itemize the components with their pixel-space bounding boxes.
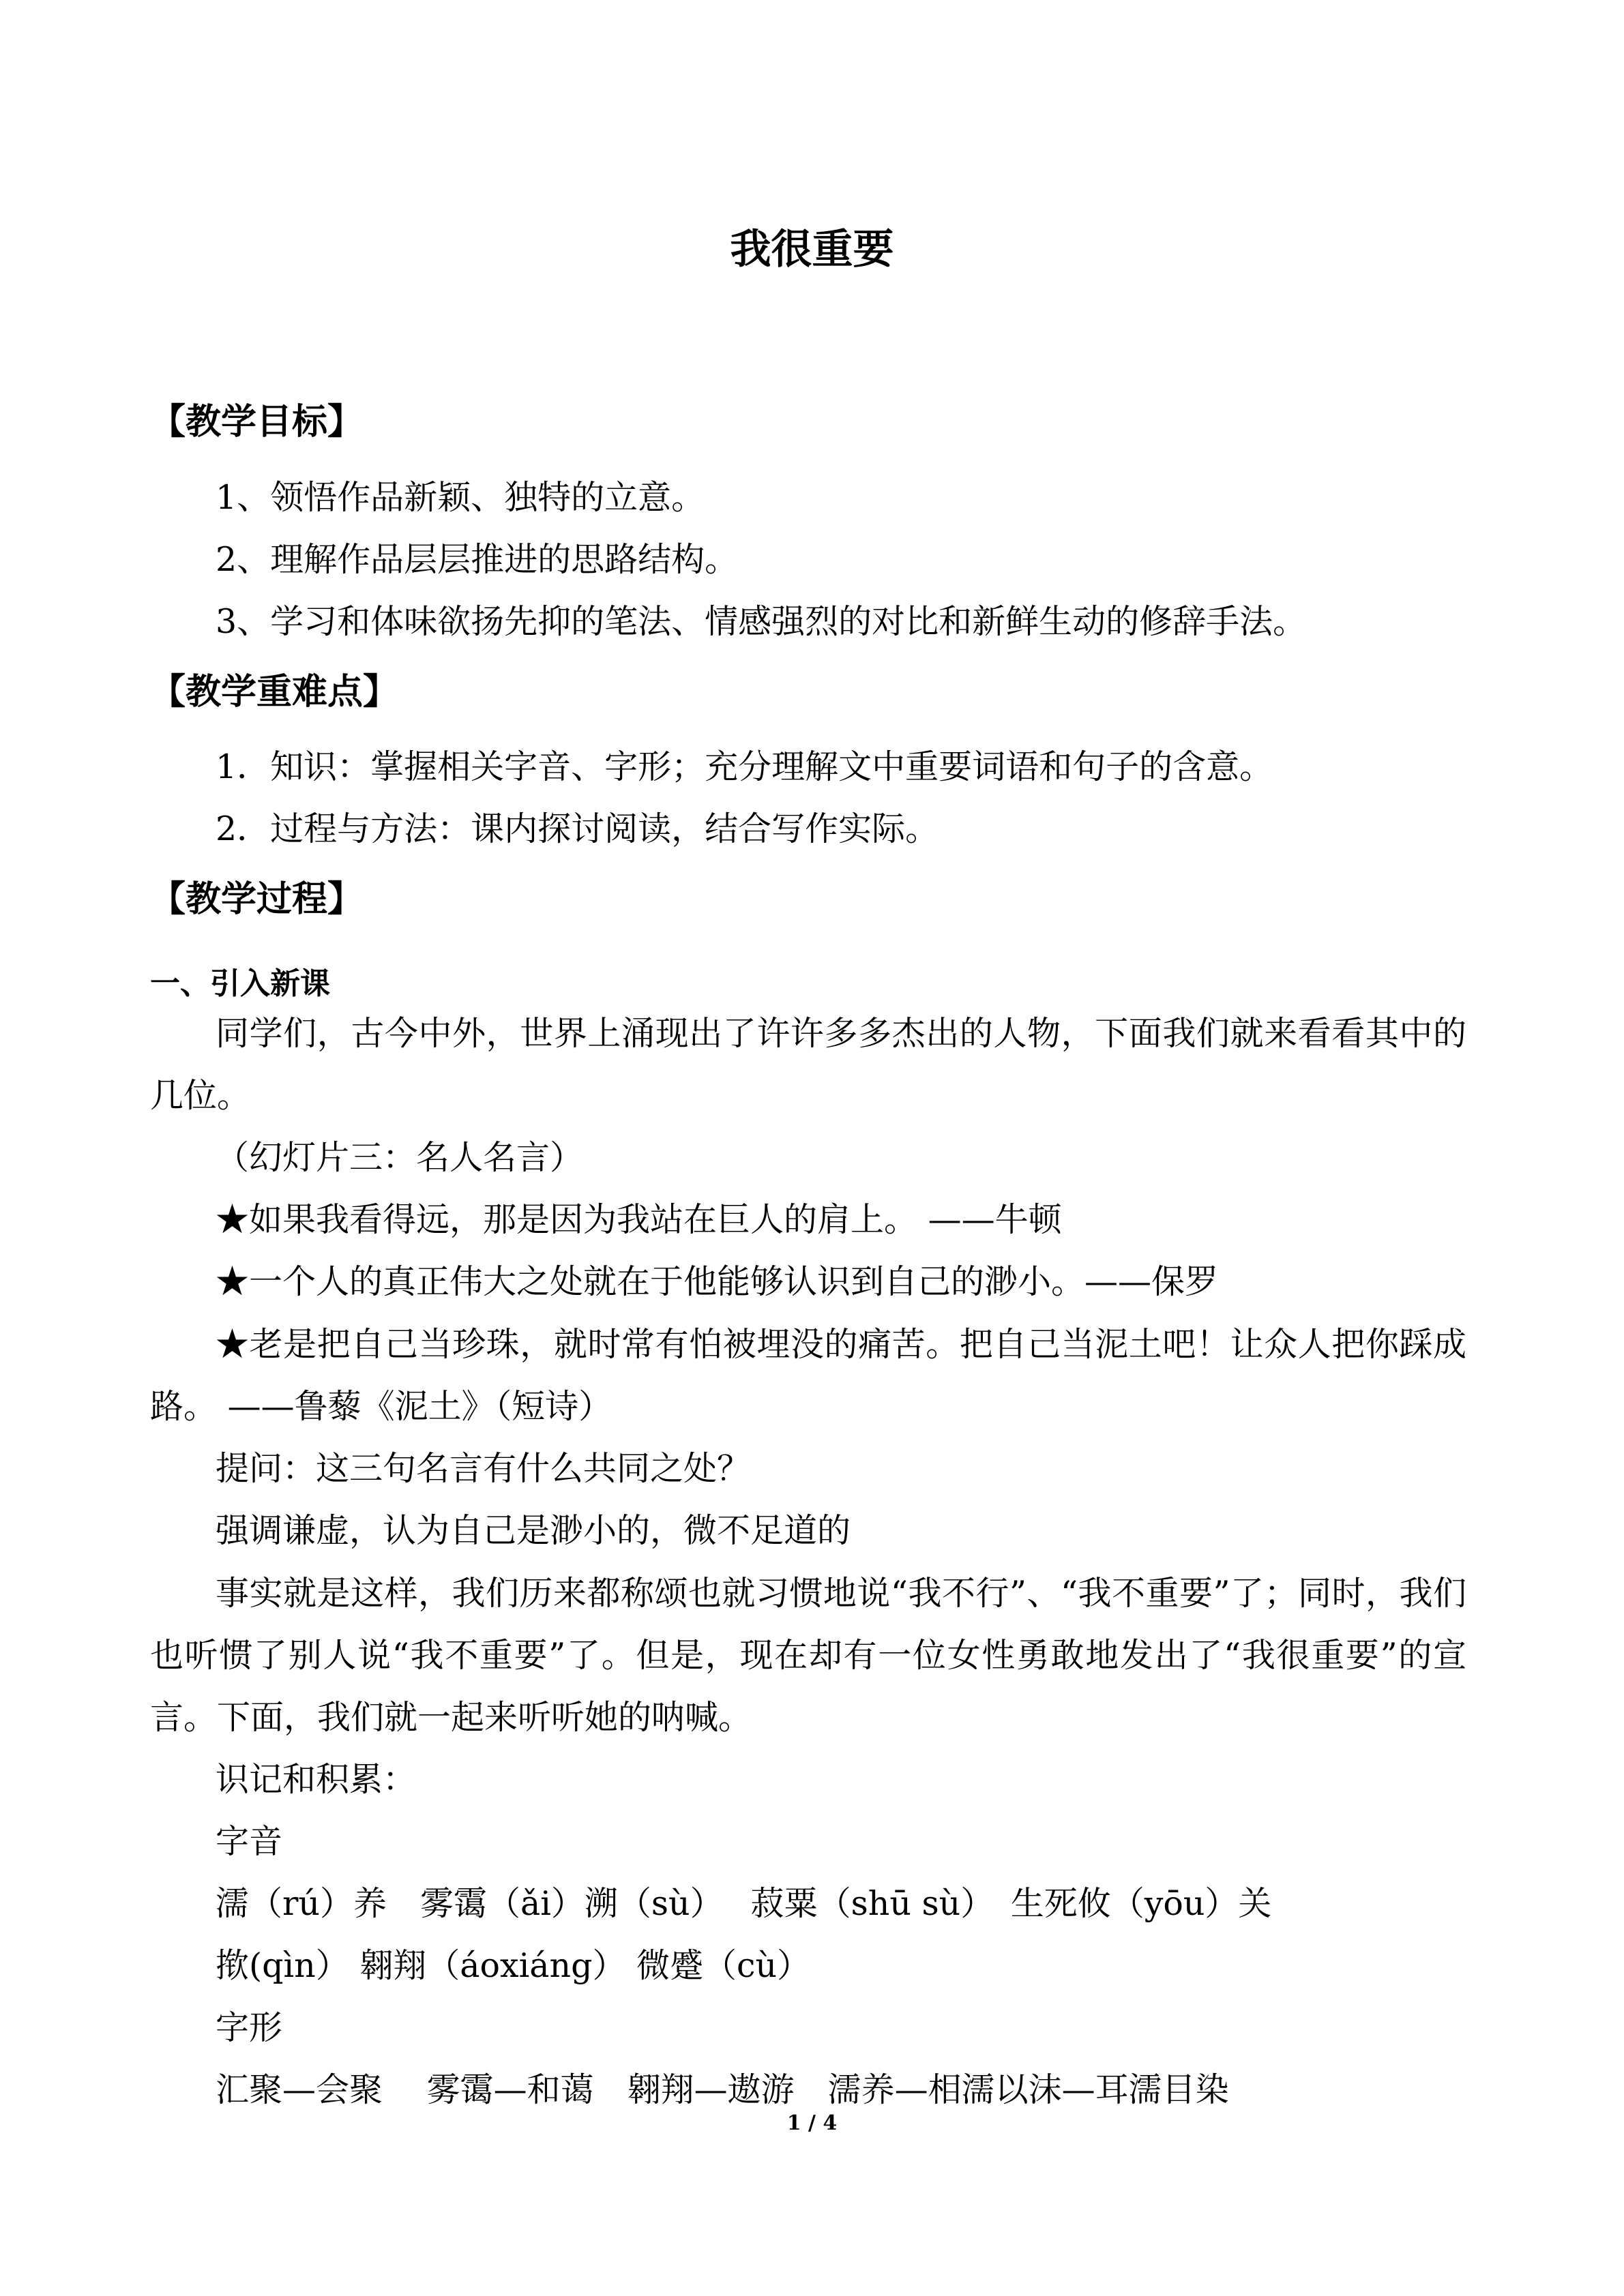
heading-key-points: 【教学重难点】 xyxy=(150,672,399,713)
form-label: 字形 xyxy=(216,2008,283,2047)
form-line: 汇聚—会聚 雾霭—和蔼 翱翔—遨游 濡养—相濡以沫—耳濡目染 xyxy=(216,2070,1229,2109)
paragraph-intro: 同学们，古今中外，世界上涌现出了许许多多杰出的人物，下面我们就来看看其中的几位。 xyxy=(150,1014,1466,1115)
keypoint-item: 1．知识：掌握相关字音、字形；充分理解文中重要词语和句子的含意。 xyxy=(216,747,1273,786)
quote-paul: ★一个人的真正伟大之处就在于他能够认识到自己的渺小。——保罗 xyxy=(216,1262,1219,1301)
page-number: 1 / 4 xyxy=(786,2111,838,2135)
goal-item: 1、领悟作品新颖、独特的立意。 xyxy=(216,478,705,517)
page-title: 我很重要 xyxy=(730,226,894,273)
part-heading-intro: 一、引入新课 xyxy=(150,966,330,1001)
pronunciation-label: 字音 xyxy=(216,1822,283,1861)
quote-lu-li: ★老是把自己当珍珠，就时常有怕被埋没的痛苦。把自己当泥土吧！让众人把你踩成路。 ——鲁藜《泥土》（短诗） xyxy=(150,1325,1466,1426)
paragraph-fact: 事实就是这样，我们历来都称颂也就习惯地说“我不行”、“我不重要”了；同时，我们也听惯了别人说“我不重要”了。但是，现在却有一位女性勇敢地发出了“我很重要”的宣言。下面，我们就一起来听听她的呐喊。 xyxy=(150,1574,1466,1737)
accumulate-label: 识记和积累： xyxy=(216,1760,417,1799)
pronunciation-line: 揿(qìn） 翱翔（áoxiáng） 微蹙（cù） xyxy=(216,1946,811,1985)
quote-newton: ★如果我看得远，那是因为我站在巨人的肩上。 ——牛顿 xyxy=(216,1200,1062,1239)
heading-teaching-process: 【教学过程】 xyxy=(150,879,364,920)
heading-teaching-goals: 【教学目标】 xyxy=(150,402,364,443)
goal-item: 3、学习和体味欲扬先抑的笔法、情感强烈的对比和新鲜生动的修辞手法。 xyxy=(216,602,1307,641)
question-text: 提问：这三句名言有什么共同之处？ xyxy=(216,1449,751,1488)
keypoint-item: 2．过程与方法：课内探讨阅读，结合写作实际。 xyxy=(216,809,939,848)
pronunciation-line: 濡（rú）养 雾霭（ǎi）溯（sù） 菽粟（shū sù） 生死攸（yōu）关 xyxy=(216,1884,1272,1923)
slide-note: （幻灯片三：名人名言） xyxy=(216,1138,584,1177)
answer-text: 强调谦虚，认为自己是渺小的，微不足道的 xyxy=(216,1511,851,1550)
goal-item: 2、理解作品层层推进的思路结构。 xyxy=(216,540,739,579)
